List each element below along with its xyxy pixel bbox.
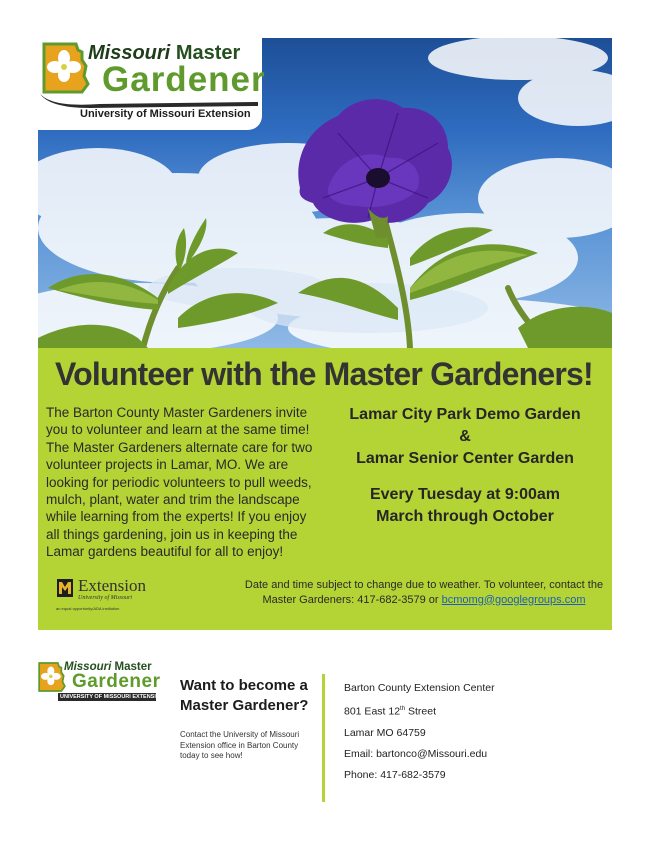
address-block [344,678,495,786]
extension-tagline: an equal opportunity/ADA institution [56,606,120,611]
address-line3: Lamar MO 64759 [344,726,426,739]
address-street-sup: th [400,706,406,712]
address-street-post: Street [405,705,436,718]
missouri-state-icon [38,660,66,694]
logo-word-missouri: Missouri [88,42,171,64]
logo-word-gardener: Gardener [102,60,266,99]
contact-note [238,578,610,607]
bottom-logo-missouri: Missouri [64,661,112,673]
headline: Volunteer with the Master Gardeners! [55,356,593,392]
schedule-months: March through October [376,508,554,525]
volunteer-panel [38,348,612,630]
ampersand: & [459,428,471,445]
extension-wordmark: Extension [78,576,146,595]
mizzou-shield-icon [56,578,74,598]
bottom-logo [38,660,165,705]
email-link[interactable]: bcmomg@googlegroups.com [441,593,586,606]
event-details [328,404,602,528]
address-line2 [344,699,495,723]
divider [322,674,325,802]
bottom-logo-subtitle: UNIVERSITY OF MISSOURI EXTENSION [60,694,165,700]
bottom-logo-gardener: Gardener [72,671,161,692]
spacer [328,470,602,484]
logo-subtitle: University of Missouri Extension [80,108,251,120]
bottom-logo-master: Master [114,661,152,673]
location-1: Lamar City Park Demo Garden [349,406,581,423]
location-2: Lamar Senior Center Garden [356,450,574,467]
logo-swoosh-icon [40,92,260,108]
logo-word-master: Master [175,42,241,64]
master-gardener-logo [38,38,266,130]
schedule-day-time: Every Tuesday at 9:00am [369,486,561,503]
want-subtitle: Contact the University of Missouri Extension office in Barton County today to see how! [180,730,300,760]
intro-paragraph: The Barton County Master Gardeners invite you to volunteer and learn at the same time! The Master Gardeners alternate care for two volunteer projects in Lamar, MO. We are looking for periodic volunteers to pull weeds, mulch, plant, water and trim the landscape while learning from the experts! If you enjoy all things gardening, join us in keeping the Lamar gardens beautiful for all to enjoy! [46,405,313,560]
extension-sub: University of Missouri [78,595,132,601]
address-email: Email: bartonco@Missouri.edu [344,747,488,760]
address-phone: Phone: 417-682-3579 [344,768,446,781]
address-line1: Barton County Extension Center [344,682,495,694]
missouri-state-icon [42,40,90,96]
address-street-pre: 801 East 12 [344,705,401,718]
contact-note-text: Date and time subject to change due to weather. To volunteer, contact the Master Gardeners: 417-682-3579 or [244,579,604,606]
want-title: Want to become a Master Gardener? [180,677,309,714]
